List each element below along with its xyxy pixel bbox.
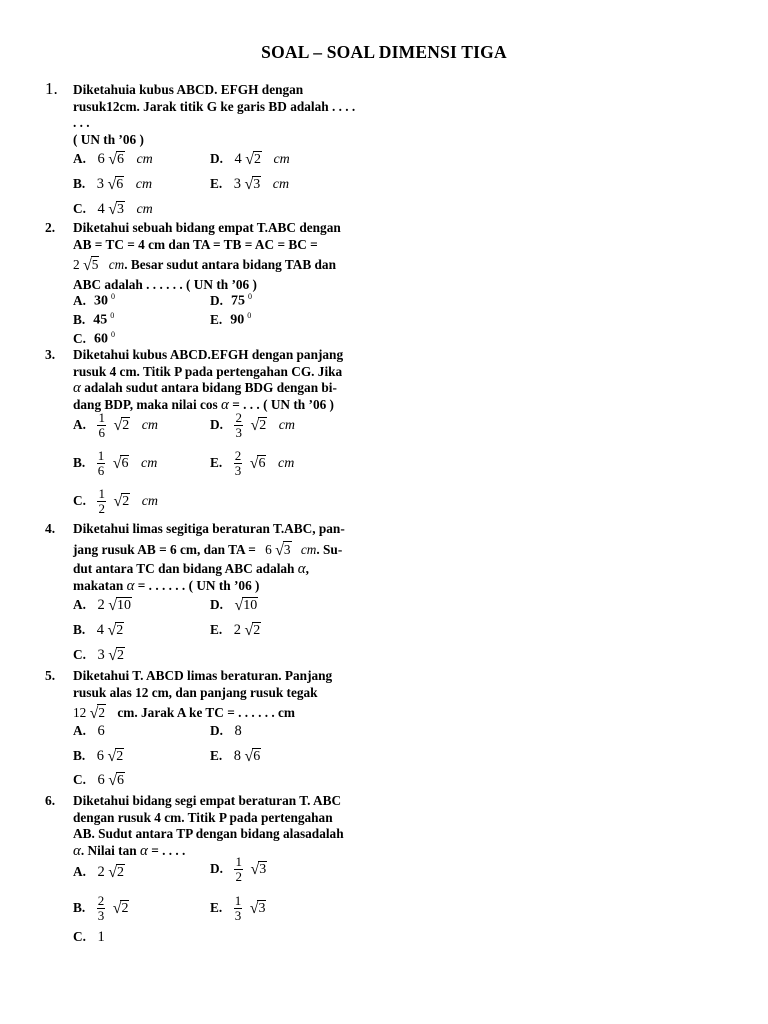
question-number: 6. [45, 793, 56, 808]
fraction: $\frac{2}{3}$ [234, 448, 242, 478]
option-b[interactable]: B. $\frac{1}{6}$ √6 cm [73, 448, 158, 478]
option-c[interactable]: C. 3 √2 [73, 647, 124, 664]
sqrt: √2 [108, 864, 124, 881]
question-number: 1. [45, 79, 58, 98]
sqrt: √3 [249, 899, 266, 917]
option-e[interactable]: E. 2 √2 [210, 622, 261, 639]
sqrt: √2 [107, 748, 124, 765]
question-stem: Diketahui T. ABCD limas beraturan. Panjang rusuk alas 12 cm, dan panjang rusuk tegak 12 √2 cm. Jarak A ke TC = . . . . . . cm [73, 668, 333, 722]
sqrt: √2 [113, 416, 130, 434]
option-a[interactable]: A. 6 √6 cm [73, 151, 153, 168]
option-d[interactable]: D. $\frac{2}{3}$ √2 cm [210, 410, 296, 440]
alpha-symbol: α [73, 842, 81, 859]
sqrt: √10 [234, 597, 258, 614]
option-c[interactable]: C. 1 [73, 929, 105, 945]
fraction: $\frac{1}{3}$ [234, 893, 242, 923]
question-stem: Diketahui bidang segi empat beraturan T. ABC dengan rusuk 4 cm. Titik P pada pertengahan AB. Sudut antara TP dengan bidang alasadalah α. Nilai tan α = . . . . [73, 793, 344, 859]
sqrt: √2 [89, 705, 106, 722]
option-d[interactable]: D. 8 [210, 723, 242, 739]
option-b[interactable]: B. 3 √6 cm [73, 176, 153, 193]
sqrt: √2 [244, 622, 261, 639]
option-e[interactable]: E. 90 $^0$ [210, 311, 252, 328]
option-a[interactable]: A. 2 √2 [73, 864, 124, 881]
option-c[interactable]: C. $\frac{1}{2}$ √2 cm [73, 486, 159, 516]
question-number: 5. [45, 668, 56, 683]
question-stem: Diketahui kubus ABCD.EFGH dengan panjang rusuk 4 cm. Titik P pada pertengahan CG. Jika α adalah sudut antara bidang BDG dengan bi- dang BDP, maka nilai cos α = . . . ( UN th ’06 ) [73, 347, 344, 413]
option-c[interactable]: C. 4 √3 cm [73, 201, 153, 218]
sqrt: √10 [108, 597, 131, 614]
option-c[interactable]: C. 6 √6 [73, 772, 124, 789]
fraction: $\frac{1}{6}$ [98, 410, 105, 440]
fraction: $\frac{1}{2}$ [98, 486, 105, 516]
sqrt: √6 [107, 176, 124, 193]
option-e[interactable]: E. $\frac{2}{3}$ √6 cm [210, 448, 295, 478]
sqrt: √3 [275, 541, 291, 559]
option-d[interactable]: D. 75 $^0$ [210, 292, 252, 309]
sqrt: √6 [112, 454, 129, 472]
option-b[interactable]: B. 45 $^0$ [73, 311, 115, 328]
fraction: $\frac{1}{2}$ [235, 854, 242, 884]
question-stem: Diketahui sebuah bidang empat T.ABC dengan AB = TC = 4 cm dan TA = TB = AC = BC = 2 √5 cm. Besar sudut antara bidang TAB dan ABC adalah . . . . . . ( UN th ’06 ) [73, 220, 341, 292]
sqrt: √5 [82, 257, 99, 274]
sqrt: √2 [112, 899, 129, 917]
sqrt: √6 [108, 772, 124, 789]
sqrt: √3 [250, 860, 267, 878]
option-e[interactable]: E. $\frac{1}{3}$ √3 [210, 893, 266, 923]
option-a[interactable]: A. 6 [73, 723, 105, 739]
question-number: 4. [45, 521, 56, 536]
option-d[interactable]: D. $\frac{1}{2}$ √3 [210, 854, 267, 884]
alpha-symbol: α [73, 380, 81, 396]
option-d[interactable]: D. 4 √2 cm [210, 151, 290, 168]
alpha-symbol: α [297, 561, 306, 577]
sqrt: √2 [245, 151, 261, 168]
fraction: $\frac{1}{6}$ [97, 448, 105, 478]
fraction: $\frac{2}{3}$ [97, 893, 105, 923]
fraction: $\frac{2}{3}$ [235, 410, 242, 440]
question-stem: Diketahui limas segitiga beraturan T.ABC, pan- jang rusuk AB = 6 cm, dan TA = 6 √3 cm. Su- dut antara TC dan bidang ABC adalah α, makatan α = . . . . . . ( UN th ’06 ) [73, 521, 345, 594]
option-b[interactable]: B. $\frac{2}{3}$ √2 [73, 893, 129, 923]
sqrt: √3 [108, 201, 124, 218]
sqrt: √6 [108, 151, 124, 168]
question-number: 2. [45, 220, 56, 235]
option-b[interactable]: B. 6 √2 [73, 748, 124, 765]
sqrt: √6 [244, 748, 261, 765]
page-title: SOAL – SOAL DIMENSI TIGA [261, 42, 507, 62]
sqrt: √2 [250, 416, 267, 434]
option-a[interactable]: A. 2 √10 [73, 597, 131, 614]
option-a[interactable]: A. $\frac{1}{6}$ √2 cm [73, 410, 159, 440]
option-e[interactable]: E. 8 √6 [210, 748, 261, 765]
option-d[interactable]: D. √10 [210, 597, 258, 614]
sqrt: √2 [113, 492, 130, 510]
question-stem: Diketahuia kubus ABCD. EFGH dengan rusuk12cm. Jarak titik G ke garis BD adalah . . . . . . . ( UN th ’06 ) [73, 82, 356, 147]
option-b[interactable]: B. 4 √2 [73, 622, 124, 639]
option-c[interactable]: C. 60 $^0$ [73, 330, 115, 347]
sqrt: √2 [107, 622, 124, 639]
sqrt: √2 [108, 647, 124, 664]
sqrt: √3 [244, 176, 261, 193]
option-a[interactable]: A. 30 $^0$ [73, 292, 115, 309]
sqrt: √6 [249, 454, 266, 472]
question-number: 3. [45, 347, 56, 362]
option-e[interactable]: E. 3 √3 cm [210, 176, 290, 193]
